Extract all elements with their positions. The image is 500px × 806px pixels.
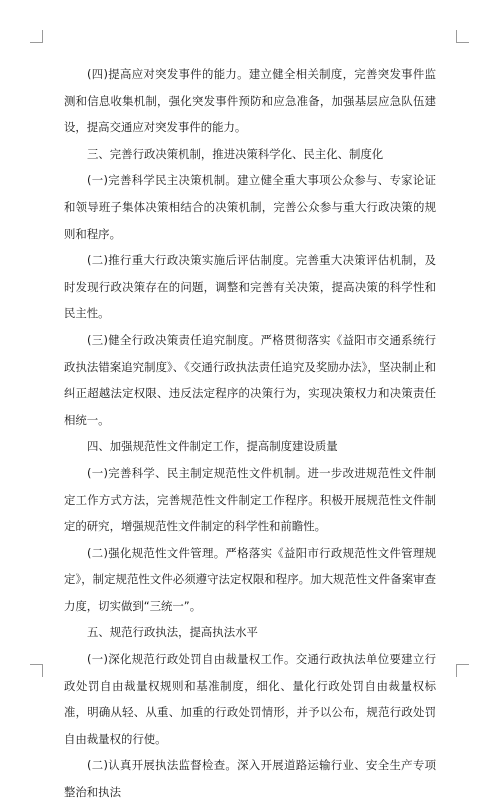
paragraph: (一)完善科学、民主制定规范性文件机制。进一步改进规范性文件制定工作方式方法，完善规范性文件制定工作程序。积极开展规范性文件制定的研究，增强规范性文件制定的科学性和前瞻性。: [64, 465, 436, 534]
crop-mark-bottom-right: [456, 664, 469, 677]
section-heading: 五、规范行政执法，提高执法水平: [87, 625, 258, 640]
paragraph: (二)强化规范性文件管理。严格落实《益阳市行政规范性文件管理规定》，制定规范性文件必须遵守法定权限和程序。加大规范性文件备案审查力度，切实做到“三统一”。: [64, 545, 436, 613]
paragraph: (二)推行重大行政决策实施后评估制度。完善重大决策评估机制，及时发现行政决策存在的问题，调整和完善有关决策，提高决策的科学性和民主性。: [64, 253, 436, 321]
crop-mark-top-left: [30, 30, 43, 43]
section-heading: 四、加强规范性文件制定工作，提高制度建设质量: [87, 439, 338, 454]
crop-mark-top-right: [456, 30, 469, 43]
paragraph: (一)完善科学民主决策机制。建立健全重大事项公众参与、专家论证和领导班子集体决策相结合的决策机制，完善公众参与重大行政决策的规则和程序。: [64, 173, 436, 241]
section-heading: 三、完善行政决策机制，推进决策科学化、民主化、制度化: [87, 146, 384, 161]
paragraph: (三)健全行政决策责任追究制度。严格贯彻落实《益阳市交通系统行政执法错案追究制度》、《交通行政执法责任追究及奖励办法》，坚决制止和纠正超越法定权限、违反法定程序的决策行为，实现决策权力和决策责任相统一。: [64, 332, 436, 427]
document-body: [64, 61, 436, 806]
paragraph: (一)深化规范行政处罚自由裁量权工作。交通行政执法单位要建立行政处罚自由裁量权规则和基准制度，细化、量化行政处罚自由裁量权标准，明确从轻、从重、加重的行政处罚情形，并予以公布，规范行政处罚自由裁量权的行使。: [64, 652, 436, 746]
paragraph: (四)提高应对突发事件的能力。建立健全相关制度，完善突发事件监测和信息收集机制，强化突发事件预防和应急准备，加强基层应急队伍建设，提高交通应对突发事件的能力。: [64, 67, 436, 135]
crop-mark-bottom-left: [30, 664, 43, 677]
paragraph: (二)认真开展执法监督检查。深入开展道路运输行业、安全生产专项整治和执法: [64, 758, 436, 800]
